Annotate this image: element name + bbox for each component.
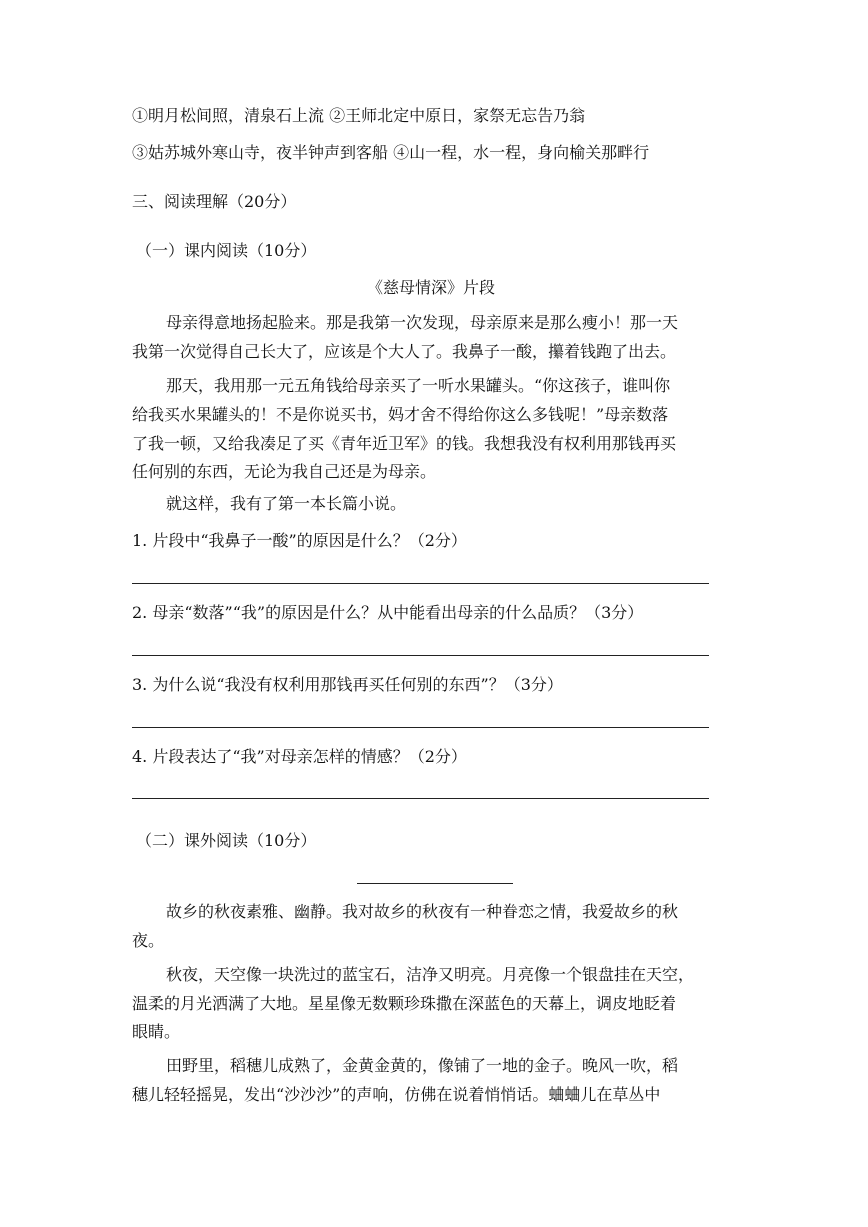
title-blank[interactable] (357, 883, 513, 884)
section-title: 三、阅读理解（20分） (132, 192, 297, 211)
question-2: 2. 母亲“数落”“我”的原因是什么？从中能看出母亲的什么品质？（3分） (132, 603, 644, 622)
question-1: 1. 片段中“我鼻子一酸”的原因是什么？（2分） (132, 531, 467, 550)
poem-line-2: ③姑苏城外寒山寺，夜半钟声到客船 ④山一程，水一程，身向榆关那畔行 (132, 143, 650, 162)
passage-title: 《慈母情深》片段 (367, 278, 496, 297)
answer-line-4[interactable] (132, 798, 709, 799)
answer-line-2[interactable] (132, 655, 709, 656)
passage-paragraph-3: 就这样，我有了第一本长篇小说。 (166, 494, 407, 513)
part2-title: （二）课外阅读（10分） (136, 831, 317, 850)
poem-line-1: ①明月松间照，清泉石上流 ②王师北定中原日，家祭无忘告乃翁 (132, 106, 586, 125)
part1-title: （一）课内阅读（10分） (136, 241, 317, 260)
question-3: 3. 为什么说“我没有权利用那钱再买任何别的东西”？（3分） (132, 675, 563, 694)
question-4: 4. 片段表达了“我”对母亲怎样的情感？（2分） (132, 747, 467, 766)
answer-line-3[interactable] (132, 727, 709, 728)
answer-line-1[interactable] (132, 583, 709, 584)
